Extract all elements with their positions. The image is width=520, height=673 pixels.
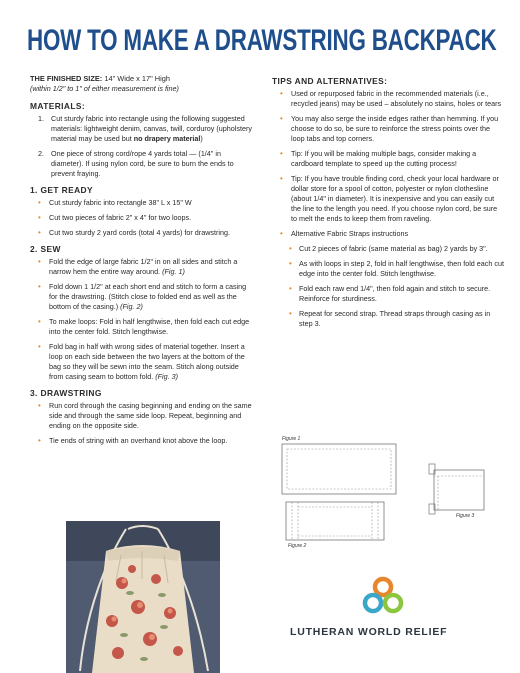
list-item: • Cut 2 pieces of fabric (same material as bag) 2 yards by 3". <box>272 244 504 254</box>
figure-3-label: Figure 3 <box>456 513 475 519</box>
list-item: • Cut two sturdy 2 yard cords (total 4 yards) for drawstring. <box>30 228 255 238</box>
list-item: • Repeat for second strap. Thread straps through casing as in step 3. <box>272 309 504 329</box>
list-item: • Tie ends of string with an overhand knot above the loop. <box>30 436 255 446</box>
figure-2-diagram <box>284 500 388 544</box>
right-column <box>272 74 504 334</box>
list-item: • Cut two pieces of fabric 2" x 4" for two loops. <box>30 213 255 223</box>
list-item: • Fold bag in half with wrong sides of material together. Insert a loop on each side between the two layers at the bottom of the bag so they will be sewn into the seam. Stitch along outside from casing seam to bottom fold. (Fig. 3) <box>30 342 255 382</box>
list-item: • Fold down 1 1/2" at each short end and stitch to form a casing for the drawstring. (Stitch close to folded end as well as the bottom of the casing.) (Fig. 2) <box>30 282 255 312</box>
page-title: HOW TO MAKE A DRAWSTRING BACKPACK <box>27 24 497 57</box>
list-item: • Tip: If you will be making multiple bags, consider making a cardboard template to speed up the cutting process! <box>272 149 504 169</box>
finished-size-note: (within 1/2" to 1" of either measurement is fine) <box>30 84 179 93</box>
straps-sublist <box>272 244 504 329</box>
sew-heading: 2. SEW <box>30 244 61 254</box>
figure-1-diagram <box>280 442 400 498</box>
figure-1-label: Figure 1 <box>282 436 301 442</box>
list-item: 2. One piece of strong cord/rope 4 yards total — (1/4" in diameter). If using nylon cord, be sure to burn the ends to prevent fraying. <box>38 149 234 178</box>
lwr-logo-icon <box>361 575 405 615</box>
drawstring-heading: 3. DRAWSTRING <box>30 388 102 398</box>
list-item: • As with loops in step 2, fold in half lengthwise, then fold each cut edge into the center fold. Stitch lengthwise. <box>272 259 504 279</box>
list-item: • Run cord through the casing beginning and ending on the same side and through the same side loop. Repeat, beginning and ending on the opposite side. <box>30 401 255 431</box>
materials-list <box>30 114 255 179</box>
finished-size-value: 14" Wide x 17" High <box>104 74 170 83</box>
list-item: • Cut sturdy fabric into rectangle 38" L x 15" W <box>30 198 255 208</box>
backpack-photo <box>66 521 220 673</box>
list-item: • Tip: If you have trouble finding cord, check your local hardware or dollar store for a spool of cotton, polyester or nylon clothesline (about 1/4" in diameter). It is inexpensive and you can easily cut the line to the length you need. If you choose nylon cord, be sure to melt the ends to keep them from raveling. <box>272 174 504 224</box>
figure-3-diagram <box>426 462 494 516</box>
list-item: 1. Cut sturdy fabric into rectangle using the following suggested materials: lightweight denim, canvas, twill, corduroy (upholstery material may be used but no drapery material) <box>38 114 252 143</box>
get-ready-list <box>30 198 255 238</box>
list-item: • Used or repurposed fabric in the recommended materials (i.e., recycled jeans) may be used – absolutely no stains, holes or tears <box>272 89 504 109</box>
list-item: • Fold the edge of large fabric 1/2" in on all sides and stitch a narrow hem the entire way around. (Fig. 1) <box>30 257 255 277</box>
list-item: • Fold each raw end 1/4", then fold again and stitch to secure. Reinforce for sturdiness. <box>272 284 504 304</box>
organization-name: LUTHERAN WORLD RELIEF <box>290 626 448 638</box>
list-item: • Alternative Fabric Straps instructions <box>272 229 504 239</box>
backpack-image <box>66 521 220 673</box>
left-column <box>30 74 255 451</box>
tips-list <box>272 89 504 239</box>
materials-heading: MATERIALS: <box>30 101 86 111</box>
finished-size-label: THE FINISHED SIZE: <box>30 74 103 83</box>
tips-heading: TIPS AND ALTERNATIVES: <box>272 76 388 86</box>
finished-size <box>30 74 255 84</box>
get-ready-heading: 1. GET READY <box>30 185 93 195</box>
list-item: • To make loops: Fold in half lengthwise, then fold each cut edge into the center fold. Stitch lengthwise. <box>30 317 255 337</box>
sew-list <box>30 257 255 382</box>
list-item: • You may also serge the inside edges rather than hemming. If you choose to do so, be sure to reinforce the stress points over the loop tabs and top corners. <box>272 114 504 144</box>
drawstring-list <box>30 401 255 446</box>
figure-2-label: Figure 2 <box>288 543 307 549</box>
